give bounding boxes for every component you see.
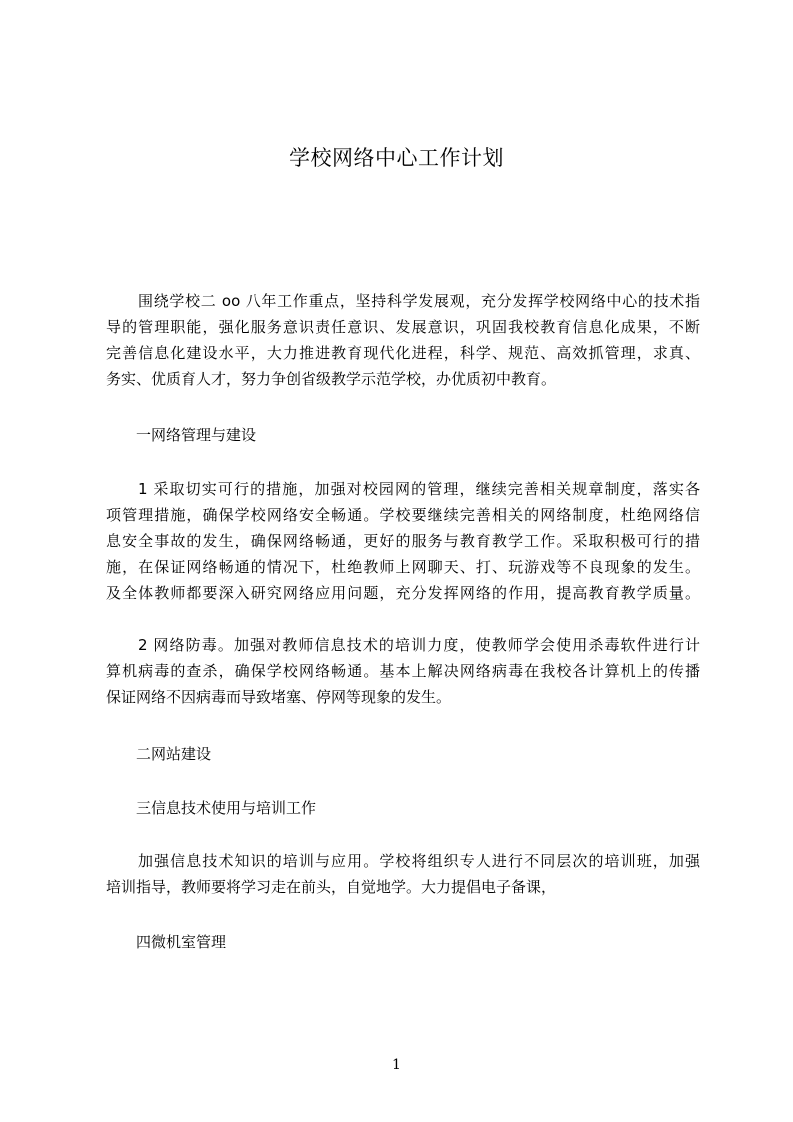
intro-line-3: 完善信息化建设水平，大力推进教育现代化进程，科学、规范、高效抓管理，求真、	[106, 344, 700, 362]
page-number: 1	[392, 1057, 401, 1073]
item1-line-4: 施，在保证网络畅通的情况下，杜绝教师上网聊天、打、玩游戏等不良现象的发生。	[106, 558, 700, 576]
item1-line-1: 1 采取切实可行的措施，加强对校园网的管理，继续完善相关规章制度，落实各	[138, 480, 700, 498]
section-heading-computer-lab: 四微机室管理	[136, 933, 227, 951]
item2-line-2: 算机病毒的查杀，确保学校网络畅通。基本上解决网络病毒在我校各计算机上的传播	[106, 662, 700, 680]
section-heading-it-training: 三信息技术使用与培训工作	[136, 799, 317, 817]
item1-line-5: 及全体教师都要深入研究网络应用问题，充分发挥网络的作用，提高教育教学质量。	[106, 584, 700, 602]
intro-line-2: 导的管理职能，强化服务意识责任意识、发展意识，巩固我校教育信息化成果，不断	[106, 318, 700, 336]
document-title: 学校网络中心工作计划	[289, 146, 504, 170]
section3-line-2: 培训指导，教师要将学习走在前头，自觉地学。大力提倡电子备课，	[106, 878, 557, 896]
item1-line-2: 项管理措施，确保学校网络安全畅通。学校要继续完善相关的网络制度，杜绝网络信	[106, 506, 700, 524]
section3-line-1: 加强信息技术知识的培训与应用。学校将组织专人进行不同层次的培训班，加强	[138, 852, 700, 870]
item2-line-3: 保证网络不因病毒而导致堵塞、停网等现象的发生。	[106, 688, 452, 706]
item2-line-1: 2 网络防毒。加强对教师信息技术的培训力度，使教师学会使用杀毒软件进行计	[138, 636, 700, 654]
section-heading-network-management: 一网络管理与建设	[136, 426, 257, 444]
item1-line-3: 息安全事故的发生，确保网络畅通，更好的服务与教育教学工作。采取积极可行的措	[106, 532, 700, 550]
intro-line-4: 务实、优质育人才，努力争创省级教学示范学校，办优质初中教育。	[106, 370, 557, 388]
section-heading-website: 二网站建设	[136, 745, 212, 763]
intro-line-1: 围绕学校二 oo 八年工作重点，坚持科学发展观，充分发挥学校网络中心的技术指	[138, 292, 700, 310]
